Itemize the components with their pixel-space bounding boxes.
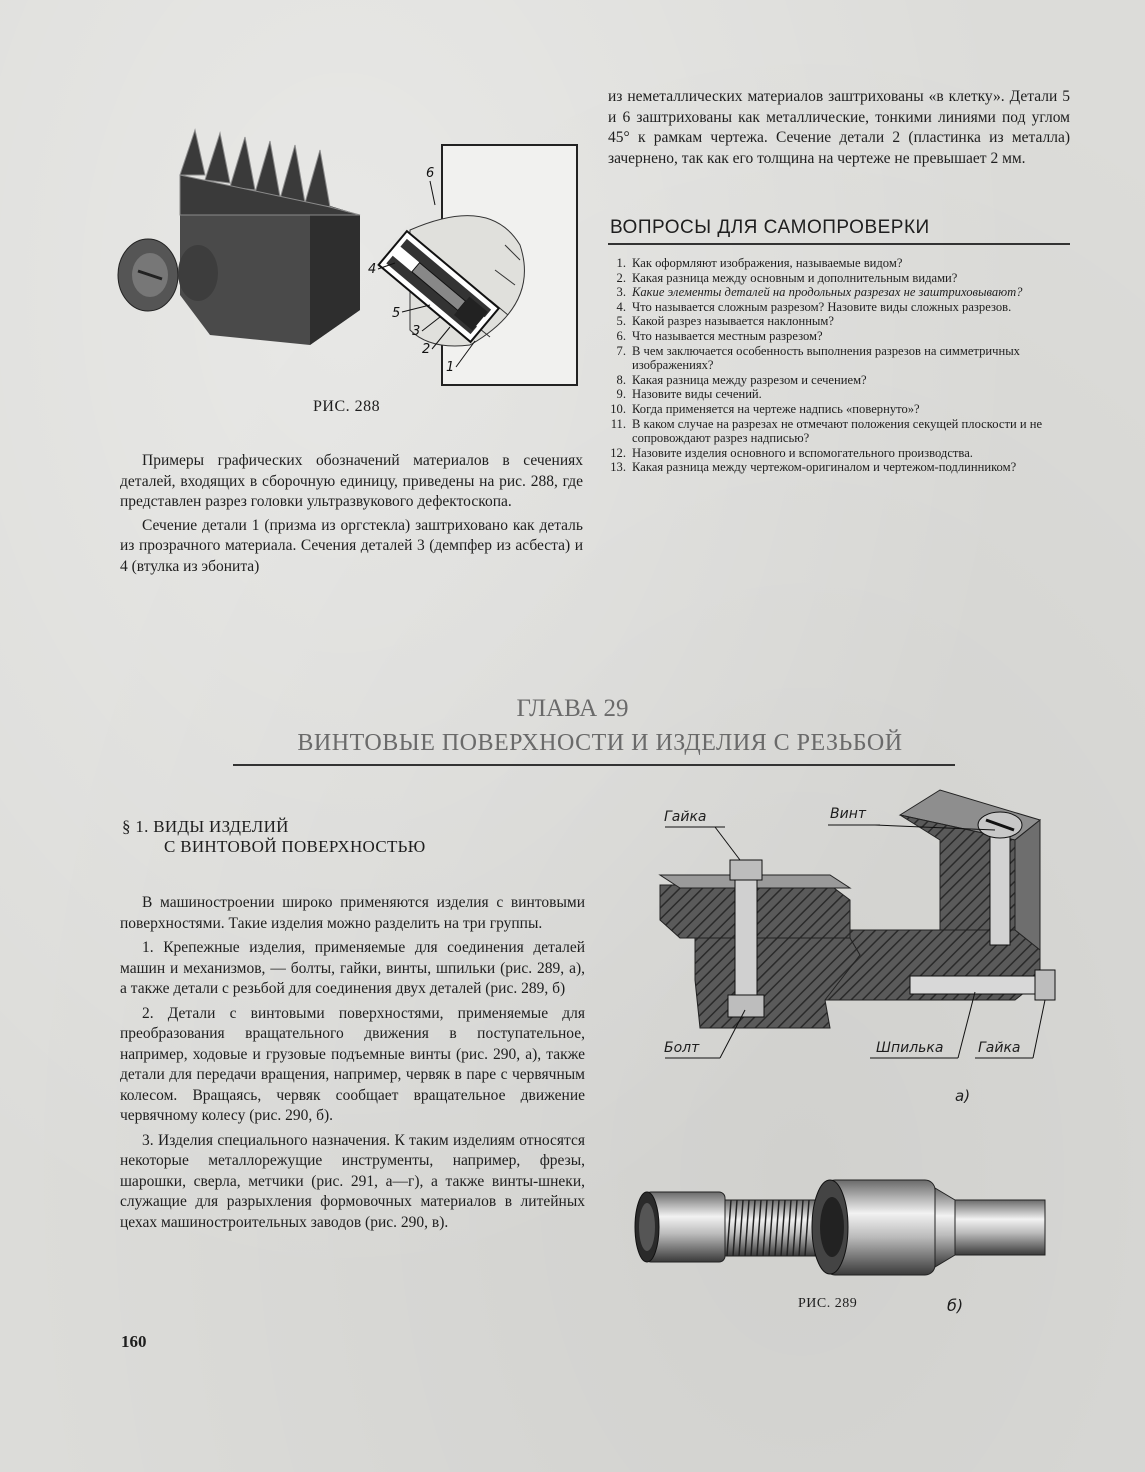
bolt	[735, 860, 757, 1010]
fig289-sub-b: б)	[947, 1296, 964, 1315]
paragraph: 2. Детали с винтовыми поверхностями, применяемые для преобразования вращательного движения в поступательное, например, ходовые и грузовые подъемные винты (рис. 290, а), также детали для передачи вращения, например, червяк в паре с червячным колесом. Вращаясь, червяк сообщает вращательное движение червячному колесу (рис. 290, б).	[120, 1004, 585, 1124]
list-item: 4. Что называется сложным разрезом? Назовите виды сложных разрезов.	[616, 299, 1012, 314]
list-item: 3. Какие элементы деталей на продольных разрезах не заштриховывают?	[616, 285, 1023, 300]
list-item: 8. Какая разница между разрезом и сечением?	[616, 372, 867, 387]
questions-rule	[608, 243, 1070, 245]
right-top-text	[608, 87, 1070, 169]
fig288-label-4: 4	[368, 262, 377, 277]
chapter-rule	[233, 764, 955, 766]
list-item: 11. В каком случае на разрезах не отмечают положения секущей плоскости и не сопровождают разрез надписью?	[610, 416, 1043, 446]
label-stud: Шпилька	[876, 1040, 944, 1056]
list-item: 1. Как оформляют изображения, называемые видом?	[616, 256, 903, 270]
section-heading-line1: § 1. ВИДЫ ИЗДЕЛИЙ	[122, 817, 289, 836]
label-bolt: Болт	[664, 1040, 700, 1056]
fig288-label-6: 6	[426, 166, 435, 181]
label-nut-top: Гайка	[664, 809, 707, 825]
list-item: 12. Назовите изделия основного и вспомогательного производства.	[610, 445, 973, 460]
list-item: 13. Какая разница между чертежом-оригиналом и чертежом-подлинником?	[610, 460, 1017, 475]
fig288-label-1: 1	[446, 360, 455, 375]
right-tube	[955, 1200, 1045, 1255]
label-nut-right: Гайка	[978, 1040, 1021, 1056]
stud	[910, 976, 1040, 994]
fig288-label-3: 3	[412, 324, 421, 339]
prism-side	[310, 200, 360, 345]
fig288-label-2: 2	[422, 342, 431, 357]
page-number: 160	[121, 1332, 147, 1351]
fig288-label-5: 5	[392, 306, 401, 321]
list-item: 9. Назовите виды сечений.	[616, 387, 762, 402]
paragraph: из неметаллических материалов заштрихованы «в клетку». Детали 5 и 6 заштрихованы как металлические, тонкими линиями под углом 45° к рамкам чертежа. Сечение детали 2 (пластинка из металла) зачернено, так как его толщина на чертеже не превышает 2 мм.	[608, 88, 1070, 167]
paragraph: Сечение детали 1 (призма из оргстекла) заштриховано как деталь из прозрачного материала. Сечения деталей 3 (демпфер из асбеста) и 4 (втулка из эбонита)	[120, 516, 583, 575]
questions-heading: ВОПРОСЫ ДЛЯ САМОПРОВЕРКИ	[610, 217, 930, 238]
prism-ribs	[180, 130, 360, 215]
fig288-caption: РИС. 288	[313, 398, 381, 415]
paragraph: Примеры графических обозначений материалов в сечениях деталей, входящих в сборочную единицу, приведены на рис. 288, где представлен разрез головки ультразвукового дефектоскопа.	[120, 452, 583, 510]
fig289-sub-a: а)	[955, 1087, 971, 1105]
list-item: 7. В чем заключается особенность выполнения разрезов на симметричных изображениях?	[616, 343, 1020, 373]
paragraph: 1. Крепежные изделия, применяемые для соединения деталей машин и механизмов, — болты, гайки, винты, шпильки (рис. 289, а), а также детали с резьбой для соединения двух деталей (рис. 289, б)	[120, 939, 585, 997]
list-item: 6. Что называется местным разрезом?	[616, 328, 823, 343]
questions-list	[606, 256, 1068, 475]
left-top-text	[120, 451, 583, 577]
fig289-caption: РИС. 289	[798, 1296, 858, 1311]
figure-289b	[625, 1170, 1075, 1295]
section-heading-line2: С ВИНТОВОЙ ПОВЕРХНОСТЬЮ	[164, 837, 426, 856]
paragraph: В машиностроении широко применяются изделия с винтовыми поверхностями. Такие изделия можно разделить на три группы.	[120, 894, 585, 932]
list-item: 10. Когда применяется на чертеже надпись «повернуто»?	[610, 401, 920, 416]
figure-288	[110, 95, 600, 395]
chapter-title: ВИНТОВЫЕ ПОВЕРХНОСТИ И ИЗДЕЛИЯ С РЕЗЬБОЙ	[297, 730, 903, 756]
label-screw: Винт	[830, 806, 867, 822]
paragraph: 3. Изделия специального назначения. К таким изделиям относятся некоторые металлорежущие инструменты, например, фрезы, шарошки, сверла, метчики (рис. 291, а—г), а также винты-шнеки, служащие для разрыхления формовочных материалов в литейных цехах машиностроительных заводов (рис. 290, в).	[120, 1131, 585, 1231]
section-body	[120, 893, 585, 1233]
screw	[990, 825, 1010, 945]
list-item: 2. Какая разница между основным и дополнительным видами?	[616, 270, 958, 285]
chapter-number: ГЛАВА 29	[516, 695, 629, 722]
list-item: 5. Какой разрез называется наклонным?	[616, 314, 834, 329]
